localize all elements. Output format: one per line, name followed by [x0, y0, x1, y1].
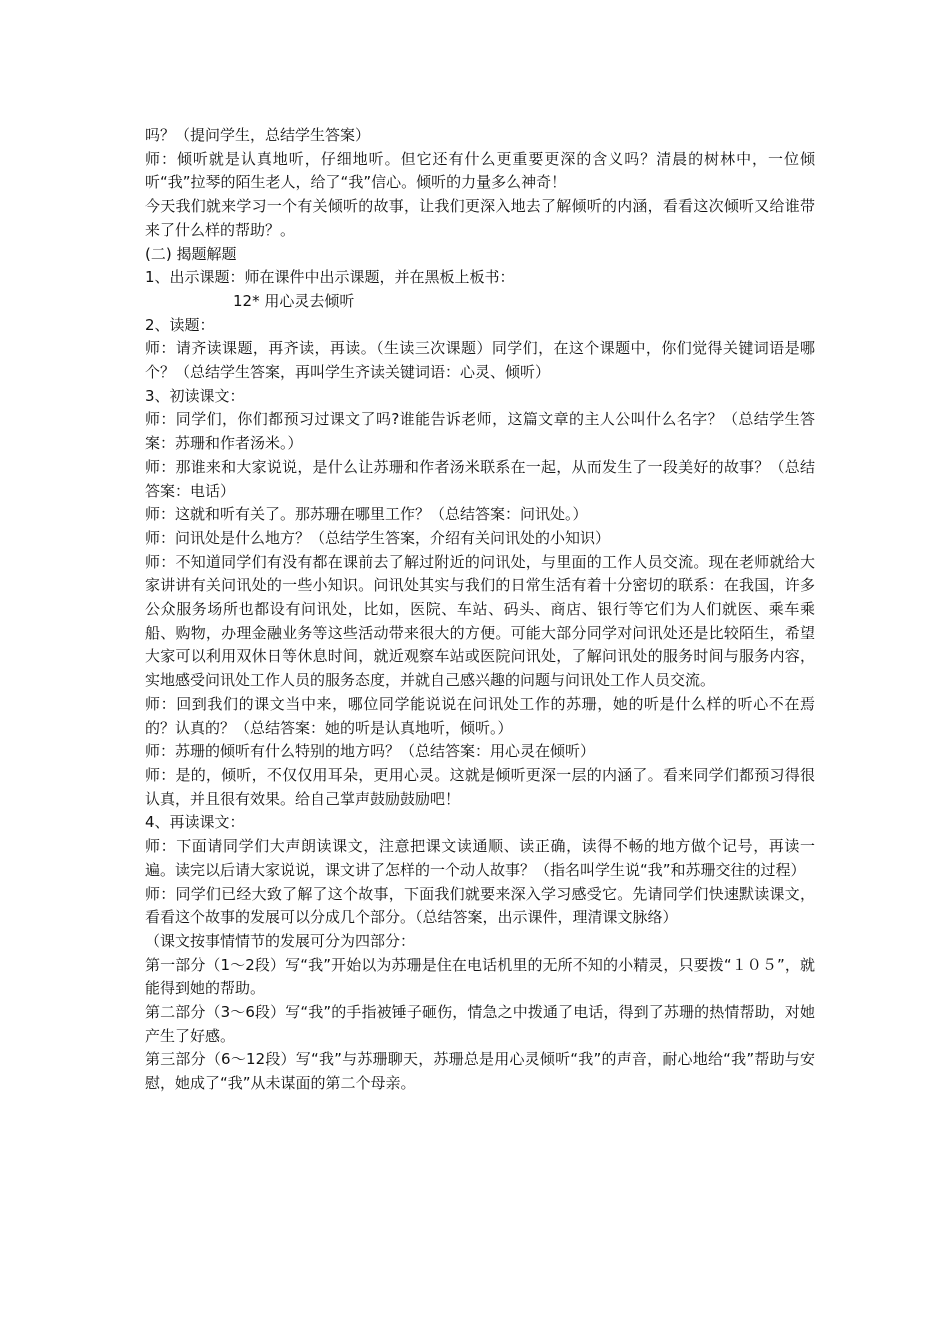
paragraph: 师：回到我们的课文当中来，哪位同学能说说在问讯处工作的苏珊，她的听是什么样的听心不在焉的？认真的？（总结答案：她的听是认真地听，倾听。）: [145, 694, 815, 737]
paragraph: 师：问讯处是什么地方？（总结学生答案，介绍有关问讯处的小知识）: [145, 528, 611, 547]
paragraph: 师：同学们已经大致了解了这个故事，下面我们就要来深入学习感受它。先请同学们快速默读课文，看看这个故事的发展可以分成几个部分。（总结答案，出示课件，理清课文脉络）: [145, 884, 815, 927]
paragraph: 师：下面请同学们大声朗读课文，注意把课文读通顺、读正确，读得不畅的地方做个记号，再读一遍。读完以后请大家说说，课文讲了怎样的一个动人故事？（指名叫学生说“我”和苏珊交往的过程）: [145, 837, 815, 879]
section-heading: (二) 揭题解题: [145, 244, 237, 263]
paragraph: 第三部分（6～12段）写“我”与苏珊聊天，苏珊总是用心灵倾听“我”的声音，耐心地给“我”帮助与安慰，她成了“我”从未谋面的第二个母亲。: [145, 1050, 815, 1093]
lesson-title: 12* 用心灵去倾听: [233, 291, 355, 310]
paragraph: 师：倾听就是认真地听，仔细地听。但它还有什么更重要更深的含义吗？清晨的树林中，一位倾听“我”拉琴的陌生老人，给了“我”信心。倾听的力量多么神奇！: [145, 149, 815, 192]
paragraph: 第一部分（1～2段）写“我”开始以为苏珊是住在电话机里的无所不知的小精灵，只要拨“１０５”，就能得到她的帮助。: [145, 955, 815, 998]
paragraph: 师：苏珊的倾听有什么特别的地方吗？（总结答案：用心灵在倾听）: [145, 742, 596, 761]
paragraph: 吗？（提问学生，总结学生答案）: [145, 126, 371, 144]
paragraph: 师：不知道同学们有没有都在课前去了解过附近的问讯处，与里面的工作人员交流。现在老师就给大家讲讲有关问讯处的一些小知识。问讯处其实与我们的日常生活有着十分密切的联系：在我国，许多公众服务场所也都设有问讯处，比如，医院、车站、码头、商店、银行等它们为人们就医、乘车乘船、购物，办理金融业务等这些活动带来很大的方便。可能大部分同学对问讯处还是比较陌生，希望大家可以利用双休日等休息时间，就近观察车站或医院问讯处，了解问讯处的服务时间与服务内容，实地感受问讯处工作人员的服务态度，并就自己感兴趣的问题与问讯处工作人员交流。: [145, 552, 815, 690]
paragraph: 师：那谁来和大家说说，是什么让苏珊和作者汤米联系在一起，从而发生了一段美好的故事？（总结答案：电话）: [145, 457, 815, 500]
step-heading: 2、读题：: [145, 315, 215, 334]
paragraph: 师：请齐读课题，再齐读，再读。（生读三次课题）同学们，在这个课题中，你们觉得关键词语是哪个？（总结学生答案，再叫学生齐读关键词语：心灵、倾听）: [145, 339, 815, 382]
paragraph: （课文按事情情节的发展可分为四部分：: [145, 931, 416, 950]
paragraph: 师：这就和听有关了。那苏珊在哪里工作？（总结答案：问讯处。）: [145, 505, 588, 524]
paragraph: 第二部分（3～6段）写“我”的手指被锤子砸伤，情急之中拨通了电话，得到了苏珊的热情帮助，对她产生了好感。: [145, 1003, 815, 1045]
paragraph: 今天我们就来学习一个有关倾听的故事，让我们更深入地去了解倾听的内涵，看看这次倾听又给谁带来了什么样的帮助？。: [145, 197, 815, 239]
step-heading: 3、初读课文：: [145, 386, 245, 405]
document-body: [145, 124, 815, 1096]
step-heading: 1、出示课题：师在课件中出示课题，并在黑板上板书：: [145, 268, 515, 287]
paragraph: 师：同学们，你们都预习过课文了吗?谁能告诉老师，这篇文章的主人公叫什么名字？（总结学生答案：苏珊和作者汤米。）: [145, 410, 815, 453]
step-heading: 4、再读课文：: [145, 813, 245, 832]
paragraph: 师：是的，倾听，不仅仅用耳朵，更用心灵。这就是倾听更深一层的内涵了。看来同学们都预习得很认真，并且很有效果。给自己掌声鼓励鼓励吧！: [145, 765, 815, 808]
